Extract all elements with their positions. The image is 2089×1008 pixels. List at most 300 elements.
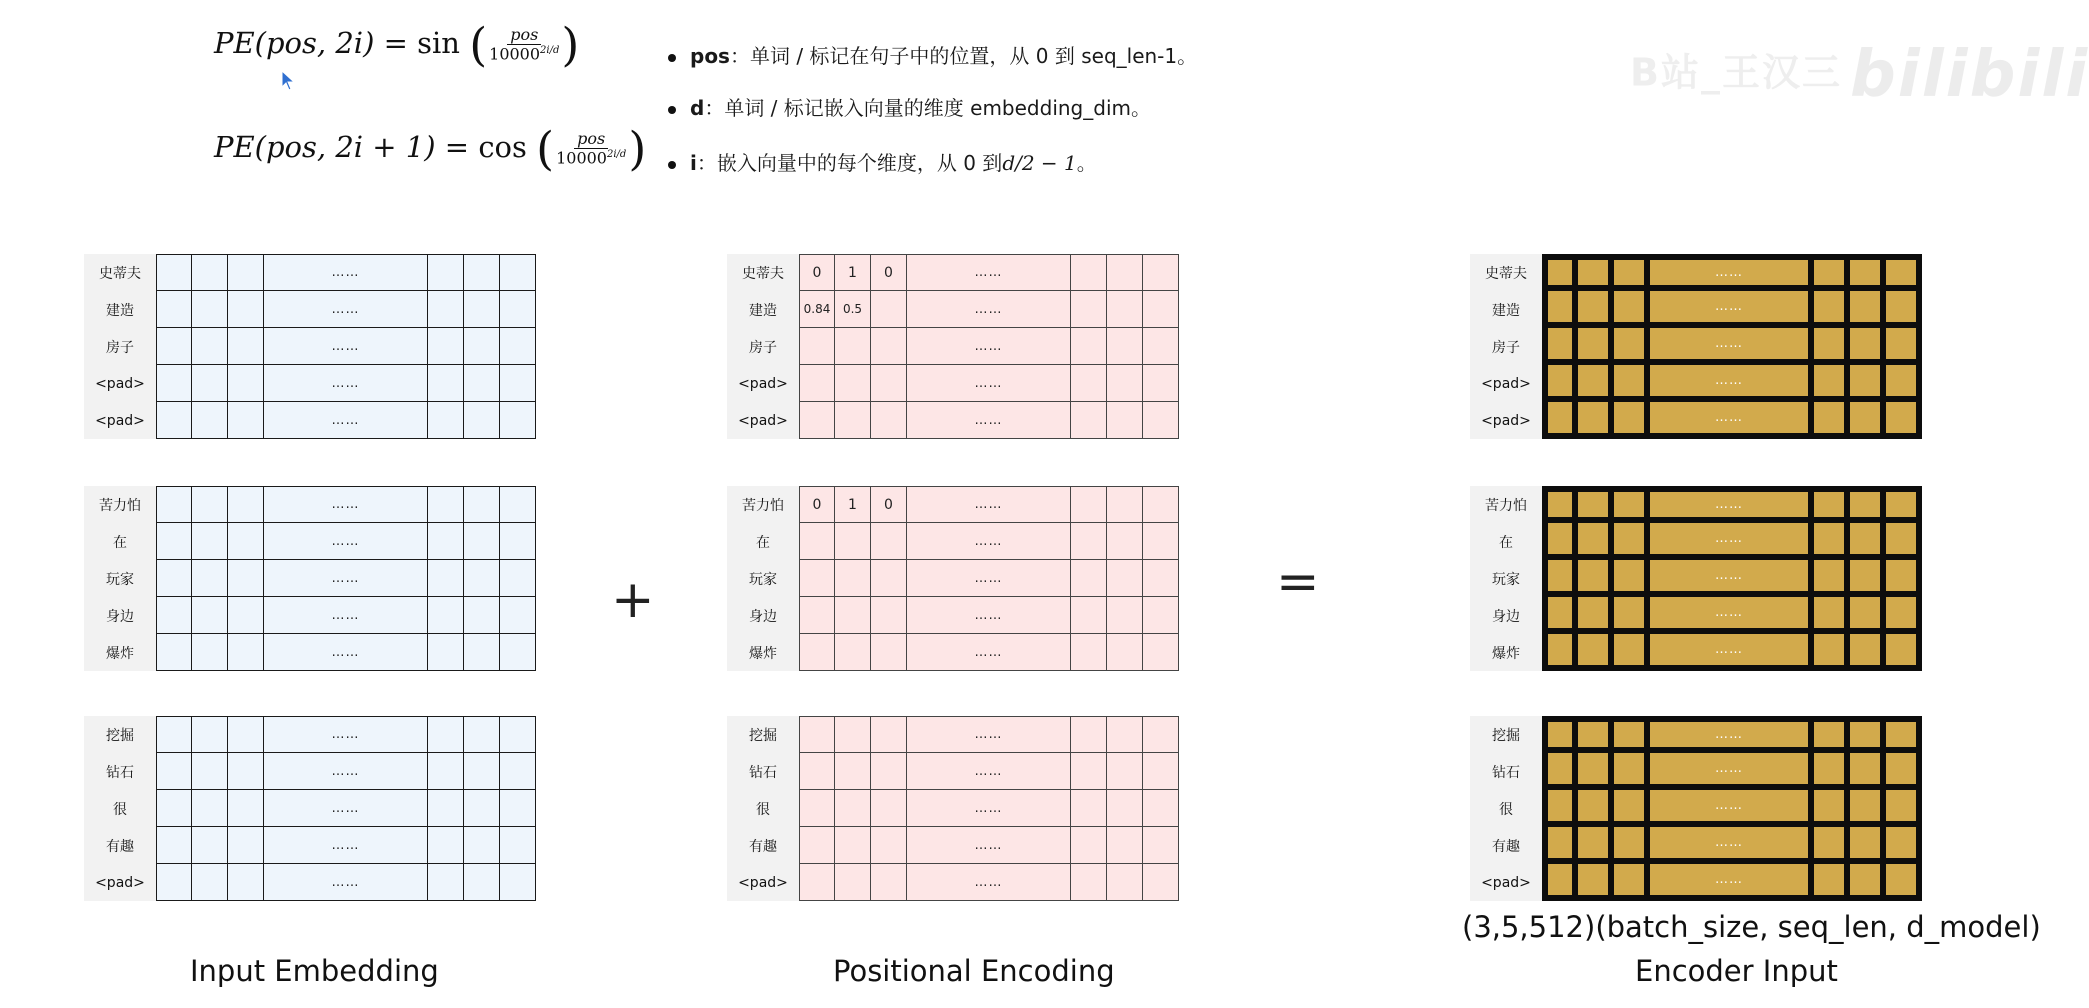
matrix-cell	[835, 560, 871, 597]
watermark-text: B站_王汉三	[1630, 50, 1842, 95]
token-label: 建造	[1470, 291, 1542, 328]
matrix-cell	[1814, 790, 1850, 827]
matrix-cell	[871, 402, 907, 439]
matrix-cell	[228, 365, 264, 402]
matrix-cell	[1071, 560, 1107, 597]
matrix-cell: ……	[907, 716, 1071, 753]
token-label: 钻石	[727, 753, 799, 790]
bullet-tail: 。	[1076, 151, 1097, 175]
matrix-cell	[464, 753, 500, 790]
matrix-cell	[835, 402, 871, 439]
emb-matrix-1	[84, 254, 536, 439]
token-label: 很	[727, 790, 799, 827]
matrix-cell	[1542, 486, 1578, 523]
enc-matrix-2	[1470, 486, 1922, 671]
matrix-cell	[1850, 864, 1886, 901]
matrix-cell	[228, 753, 264, 790]
matrix-cell	[464, 716, 500, 753]
token-label: 建造	[727, 291, 799, 328]
matrix-cell: ……	[1650, 634, 1814, 671]
token-label: 爆炸	[727, 634, 799, 671]
matrix-cell	[1578, 827, 1614, 864]
matrix-cell	[1107, 486, 1143, 523]
matrix-cell	[1578, 328, 1614, 365]
matrix-cell	[1542, 254, 1578, 291]
matrix-cell	[228, 827, 264, 864]
token-label: 苦力怕	[84, 486, 156, 523]
matrix-cell	[1578, 254, 1614, 291]
token-label: 钻石	[84, 753, 156, 790]
token-label: 苦力怕	[1470, 486, 1542, 523]
matrix-cell	[1850, 486, 1886, 523]
matrix-cell	[1614, 291, 1650, 328]
matrix-cell	[1614, 254, 1650, 291]
matrix-cell	[192, 864, 228, 901]
matrix-cell	[500, 365, 536, 402]
matrix-cell	[1143, 291, 1179, 328]
matrix-cell	[428, 560, 464, 597]
matrix-cell	[1850, 597, 1886, 634]
matrix-cell	[1542, 753, 1578, 790]
matrix-cell	[192, 597, 228, 634]
token-label: <pad>	[1470, 864, 1542, 901]
matrix-cell	[1578, 291, 1614, 328]
sin-formula-lhs: PE(pos, 2i) =	[214, 26, 418, 60]
matrix-cell	[1071, 328, 1107, 365]
matrix-cell	[464, 291, 500, 328]
matrix-cell	[1071, 291, 1107, 328]
matrix-cell	[1886, 254, 1922, 291]
matrix-cell	[1107, 827, 1143, 864]
matrix-cell: ……	[264, 560, 428, 597]
matrix-cell	[1071, 864, 1107, 901]
matrix-cell	[871, 716, 907, 753]
matrix-cell	[1107, 753, 1143, 790]
matrix-cell	[835, 790, 871, 827]
matrix-cell	[500, 753, 536, 790]
matrix-cell	[156, 328, 192, 365]
matrix-cell	[228, 328, 264, 365]
matrix-cell	[871, 328, 907, 365]
matrix-cell: ……	[264, 365, 428, 402]
pe-matrix-2	[727, 486, 1179, 671]
matrix-cell	[1886, 402, 1922, 439]
matrix-cell	[1143, 402, 1179, 439]
enc-matrix-1	[1470, 254, 1922, 439]
matrix-cell	[156, 597, 192, 634]
matrix-cell	[428, 254, 464, 291]
token-label: 玩家	[727, 560, 799, 597]
sin-numerator: pos	[507, 27, 541, 46]
matrix-cell	[192, 291, 228, 328]
matrix-cell	[1614, 523, 1650, 560]
matrix-cell	[1578, 402, 1614, 439]
cos-exponent: 2i/d	[606, 149, 627, 161]
matrix-cell: ……	[907, 328, 1071, 365]
matrix-cell	[1071, 486, 1107, 523]
token-label: 房子	[727, 328, 799, 365]
matrix-cell	[1614, 560, 1650, 597]
matrix-cell	[1850, 634, 1886, 671]
matrix-cell	[500, 864, 536, 901]
matrix-cell	[1143, 523, 1179, 560]
matrix-cell	[1578, 523, 1614, 560]
matrix-cell	[871, 790, 907, 827]
matrix-cell: ……	[907, 753, 1071, 790]
bullet-key: pos	[690, 44, 730, 68]
matrix-cell	[428, 790, 464, 827]
matrix-cell: ……	[1650, 523, 1814, 560]
matrix-cell	[1814, 753, 1850, 790]
matrix-cell	[1814, 597, 1850, 634]
matrix-cell	[1107, 328, 1143, 365]
sin-fn: sin	[417, 26, 460, 60]
matrix-cell	[156, 560, 192, 597]
cos-numerator: pos	[574, 131, 608, 150]
matrix-cell	[1886, 864, 1922, 901]
matrix-cell	[1886, 365, 1922, 402]
matrix-cell	[192, 790, 228, 827]
token-label: <pad>	[84, 402, 156, 439]
matrix-cell	[1071, 827, 1107, 864]
matrix-cell	[1542, 597, 1578, 634]
matrix-cell	[1850, 328, 1886, 365]
matrix-cell	[1542, 790, 1578, 827]
matrix-cell: ……	[1650, 716, 1814, 753]
bullet-d	[668, 92, 1151, 121]
sin-formula: PE(pos, 2i) = sin ( $\frac{\text{pos}}{10000^{2i/d}}$ )	[214, 17, 580, 72]
sin-exponent: 2i/d	[540, 45, 560, 57]
matrix-cell	[428, 716, 464, 753]
bullet-text: ：嵌入向量中的每个维度，从 0 到	[696, 151, 1003, 175]
matrix-cell	[871, 753, 907, 790]
token-label: 身边	[727, 597, 799, 634]
token-label: 史蒂夫	[727, 254, 799, 291]
matrix-cell	[1542, 402, 1578, 439]
bullet-pos	[668, 40, 1197, 69]
token-label: 爆炸	[1470, 634, 1542, 671]
matrix-cell	[1107, 597, 1143, 634]
matrix-cell: ……	[1650, 486, 1814, 523]
equals-operator: =	[1276, 552, 1320, 612]
matrix-cell	[871, 864, 907, 901]
token-label: 很	[84, 790, 156, 827]
matrix-cell: ……	[907, 634, 1071, 671]
matrix-cell	[228, 864, 264, 901]
matrix-cell	[156, 790, 192, 827]
matrix-cell	[871, 291, 907, 328]
matrix-cell	[1542, 328, 1578, 365]
matrix-cell	[835, 827, 871, 864]
matrix-cell	[1071, 254, 1107, 291]
matrix-cell	[1886, 597, 1922, 634]
matrix-cell	[428, 328, 464, 365]
matrix-cell	[500, 328, 536, 365]
matrix-cell: 1	[835, 254, 871, 291]
token-label: <pad>	[1470, 402, 1542, 439]
token-label: 挖掘	[727, 716, 799, 753]
bullet-text: ：单词 / 标记嵌入向量的维度 embedding_dim。	[704, 96, 1151, 120]
matrix-cell	[1886, 486, 1922, 523]
matrix-cell	[428, 486, 464, 523]
pe-matrix-3	[727, 716, 1179, 901]
matrix-cell	[428, 523, 464, 560]
matrix-cell	[835, 328, 871, 365]
matrix-cell	[192, 328, 228, 365]
matrix-cell	[1614, 864, 1650, 901]
token-label: 爆炸	[84, 634, 156, 671]
matrix-cell	[1850, 716, 1886, 753]
matrix-cell	[192, 753, 228, 790]
bullet-key: i	[690, 151, 697, 175]
matrix-cell	[464, 560, 500, 597]
matrix-cell	[1107, 291, 1143, 328]
matrix-cell	[228, 254, 264, 291]
matrix-cell	[156, 291, 192, 328]
matrix-cell	[1614, 402, 1650, 439]
matrix-cell	[156, 365, 192, 402]
matrix-cell	[228, 523, 264, 560]
matrix-cell	[1578, 716, 1614, 753]
matrix-cell	[228, 291, 264, 328]
matrix-cell	[1143, 790, 1179, 827]
matrix-cell	[835, 864, 871, 901]
matrix-cell	[156, 254, 192, 291]
matrix-cell	[1143, 634, 1179, 671]
matrix-cell	[1107, 254, 1143, 291]
token-label: 在	[84, 523, 156, 560]
matrix-cell	[156, 864, 192, 901]
matrix-cell	[1542, 560, 1578, 597]
matrix-cell	[1542, 716, 1578, 753]
matrix-cell: ……	[907, 523, 1071, 560]
matrix-cell	[192, 486, 228, 523]
token-label: 在	[727, 523, 799, 560]
matrix-cell: ……	[1650, 402, 1814, 439]
token-label: 房子	[1470, 328, 1542, 365]
matrix-cell	[500, 523, 536, 560]
matrix-cell	[428, 864, 464, 901]
matrix-cell	[1071, 716, 1107, 753]
matrix-cell	[464, 254, 500, 291]
matrix-cell	[1814, 291, 1850, 328]
matrix-cell: ……	[264, 753, 428, 790]
matrix-cell	[1850, 827, 1886, 864]
matrix-cell: ……	[1650, 753, 1814, 790]
matrix-cell	[1614, 328, 1650, 365]
matrix-cell	[1814, 328, 1850, 365]
matrix-cell	[1143, 753, 1179, 790]
matrix-cell	[1886, 523, 1922, 560]
watermark	[1630, 38, 2089, 112]
matrix-cell	[799, 790, 835, 827]
matrix-cell: ……	[1650, 597, 1814, 634]
matrix-cell	[1886, 716, 1922, 753]
matrix-cell	[1814, 523, 1850, 560]
matrix-cell	[1850, 365, 1886, 402]
matrix-cell: ……	[264, 328, 428, 365]
matrix-cell	[1542, 365, 1578, 402]
matrix-cell	[1107, 402, 1143, 439]
input-embedding-caption: Input Embedding	[190, 954, 439, 988]
matrix-cell	[1850, 560, 1886, 597]
matrix-cell	[192, 365, 228, 402]
token-label: <pad>	[727, 365, 799, 402]
matrix-cell	[799, 365, 835, 402]
token-label: 有趣	[84, 827, 156, 864]
cos-fn: cos	[478, 130, 527, 164]
matrix-cell: ……	[1650, 328, 1814, 365]
token-label: 玩家	[84, 560, 156, 597]
matrix-cell: ……	[907, 402, 1071, 439]
matrix-cell	[1614, 365, 1650, 402]
matrix-cell: 0.84	[799, 291, 835, 328]
matrix-cell	[1614, 716, 1650, 753]
matrix-cell	[428, 827, 464, 864]
matrix-cell	[1107, 523, 1143, 560]
matrix-cell	[799, 523, 835, 560]
pe-matrix-1	[727, 254, 1179, 439]
matrix-cell	[1578, 365, 1614, 402]
matrix-cell	[871, 560, 907, 597]
matrix-cell	[1143, 486, 1179, 523]
matrix-cell	[500, 291, 536, 328]
bullet-key: d	[690, 96, 705, 120]
matrix-cell	[464, 402, 500, 439]
matrix-cell	[1143, 597, 1179, 634]
matrix-cell	[1814, 486, 1850, 523]
matrix-cell	[1071, 365, 1107, 402]
matrix-cell	[1886, 753, 1922, 790]
token-label: 有趣	[1470, 827, 1542, 864]
matrix-cell	[428, 634, 464, 671]
matrix-cell: ……	[907, 864, 1071, 901]
matrix-cell	[156, 753, 192, 790]
matrix-cell	[1143, 716, 1179, 753]
matrix-cell	[871, 365, 907, 402]
matrix-cell	[1071, 402, 1107, 439]
matrix-cell	[871, 827, 907, 864]
token-label: 史蒂夫	[1470, 254, 1542, 291]
matrix-cell	[1850, 790, 1886, 827]
matrix-cell	[1107, 365, 1143, 402]
matrix-cell: ……	[907, 597, 1071, 634]
matrix-cell: 0	[799, 486, 835, 523]
matrix-cell	[464, 328, 500, 365]
matrix-cell	[1542, 827, 1578, 864]
matrix-cell	[156, 402, 192, 439]
matrix-cell	[428, 597, 464, 634]
matrix-cell: ……	[907, 827, 1071, 864]
matrix-cell	[1578, 753, 1614, 790]
matrix-cell	[799, 827, 835, 864]
matrix-cell	[428, 291, 464, 328]
cos-formula: PE(pos, 2i + 1) = cos ( $\frac{\text{pos}}{10000^{2i/d}}$ )	[214, 121, 647, 176]
matrix-cell	[1578, 634, 1614, 671]
matrix-cell	[464, 634, 500, 671]
matrix-cell	[871, 523, 907, 560]
matrix-cell	[1614, 790, 1650, 827]
matrix-cell	[1850, 753, 1886, 790]
matrix-cell	[1614, 827, 1650, 864]
matrix-cell: ……	[1650, 864, 1814, 901]
matrix-cell: ……	[907, 790, 1071, 827]
matrix-cell: ……	[1650, 827, 1814, 864]
matrix-cell	[228, 597, 264, 634]
matrix-cell	[1614, 486, 1650, 523]
matrix-cell	[799, 328, 835, 365]
matrix-cell: ……	[264, 634, 428, 671]
token-label: 苦力怕	[727, 486, 799, 523]
matrix-cell: ……	[1650, 790, 1814, 827]
matrix-cell	[1886, 328, 1922, 365]
matrix-cell	[1886, 790, 1922, 827]
matrix-cell: ……	[264, 486, 428, 523]
cos-denominator: 10000	[556, 148, 607, 168]
matrix-cell	[1071, 634, 1107, 671]
matrix-cell: ……	[264, 827, 428, 864]
matrix-cell	[835, 753, 871, 790]
token-label: <pad>	[727, 864, 799, 901]
matrix-cell	[500, 254, 536, 291]
matrix-cell: ……	[907, 365, 1071, 402]
matrix-cell	[500, 716, 536, 753]
bullet-text: ：单词 / 标记在句子中的位置，从 0 到 seq_len-1。	[729, 44, 1198, 68]
matrix-cell	[500, 634, 536, 671]
matrix-cell	[1814, 560, 1850, 597]
token-label: <pad>	[727, 402, 799, 439]
matrix-cell	[192, 523, 228, 560]
matrix-cell	[192, 827, 228, 864]
matrix-cell	[228, 560, 264, 597]
matrix-cell	[464, 486, 500, 523]
matrix-cell	[500, 827, 536, 864]
matrix-cell	[428, 365, 464, 402]
matrix-cell: ……	[907, 254, 1071, 291]
matrix-cell	[1814, 864, 1850, 901]
matrix-cell: ……	[264, 291, 428, 328]
matrix-cell: ……	[907, 291, 1071, 328]
matrix-cell	[500, 560, 536, 597]
matrix-cell	[835, 716, 871, 753]
token-label: 钻石	[1470, 753, 1542, 790]
mouse-cursor-icon	[281, 70, 297, 92]
token-label: 在	[1470, 523, 1542, 560]
emb-matrix-3	[84, 716, 536, 901]
token-label: <pad>	[1470, 365, 1542, 402]
matrix-cell	[1578, 864, 1614, 901]
token-label: 挖掘	[84, 716, 156, 753]
matrix-cell: ……	[264, 254, 428, 291]
sin-denominator: 10000	[489, 44, 541, 64]
matrix-cell	[1886, 634, 1922, 671]
bilibili-logo: bilibili	[1849, 38, 2089, 112]
matrix-cell: ……	[264, 790, 428, 827]
matrix-cell: ……	[1650, 254, 1814, 291]
matrix-cell	[1578, 597, 1614, 634]
matrix-cell	[1071, 753, 1107, 790]
matrix-cell	[835, 523, 871, 560]
token-label: 身边	[84, 597, 156, 634]
matrix-cell	[1814, 827, 1850, 864]
bullet-dot-icon	[668, 54, 676, 62]
matrix-cell	[1614, 597, 1650, 634]
matrix-cell	[799, 864, 835, 901]
matrix-cell	[156, 486, 192, 523]
matrix-cell	[228, 790, 264, 827]
positional-encoding-caption: Positional Encoding	[833, 954, 1115, 988]
matrix-cell	[1542, 523, 1578, 560]
